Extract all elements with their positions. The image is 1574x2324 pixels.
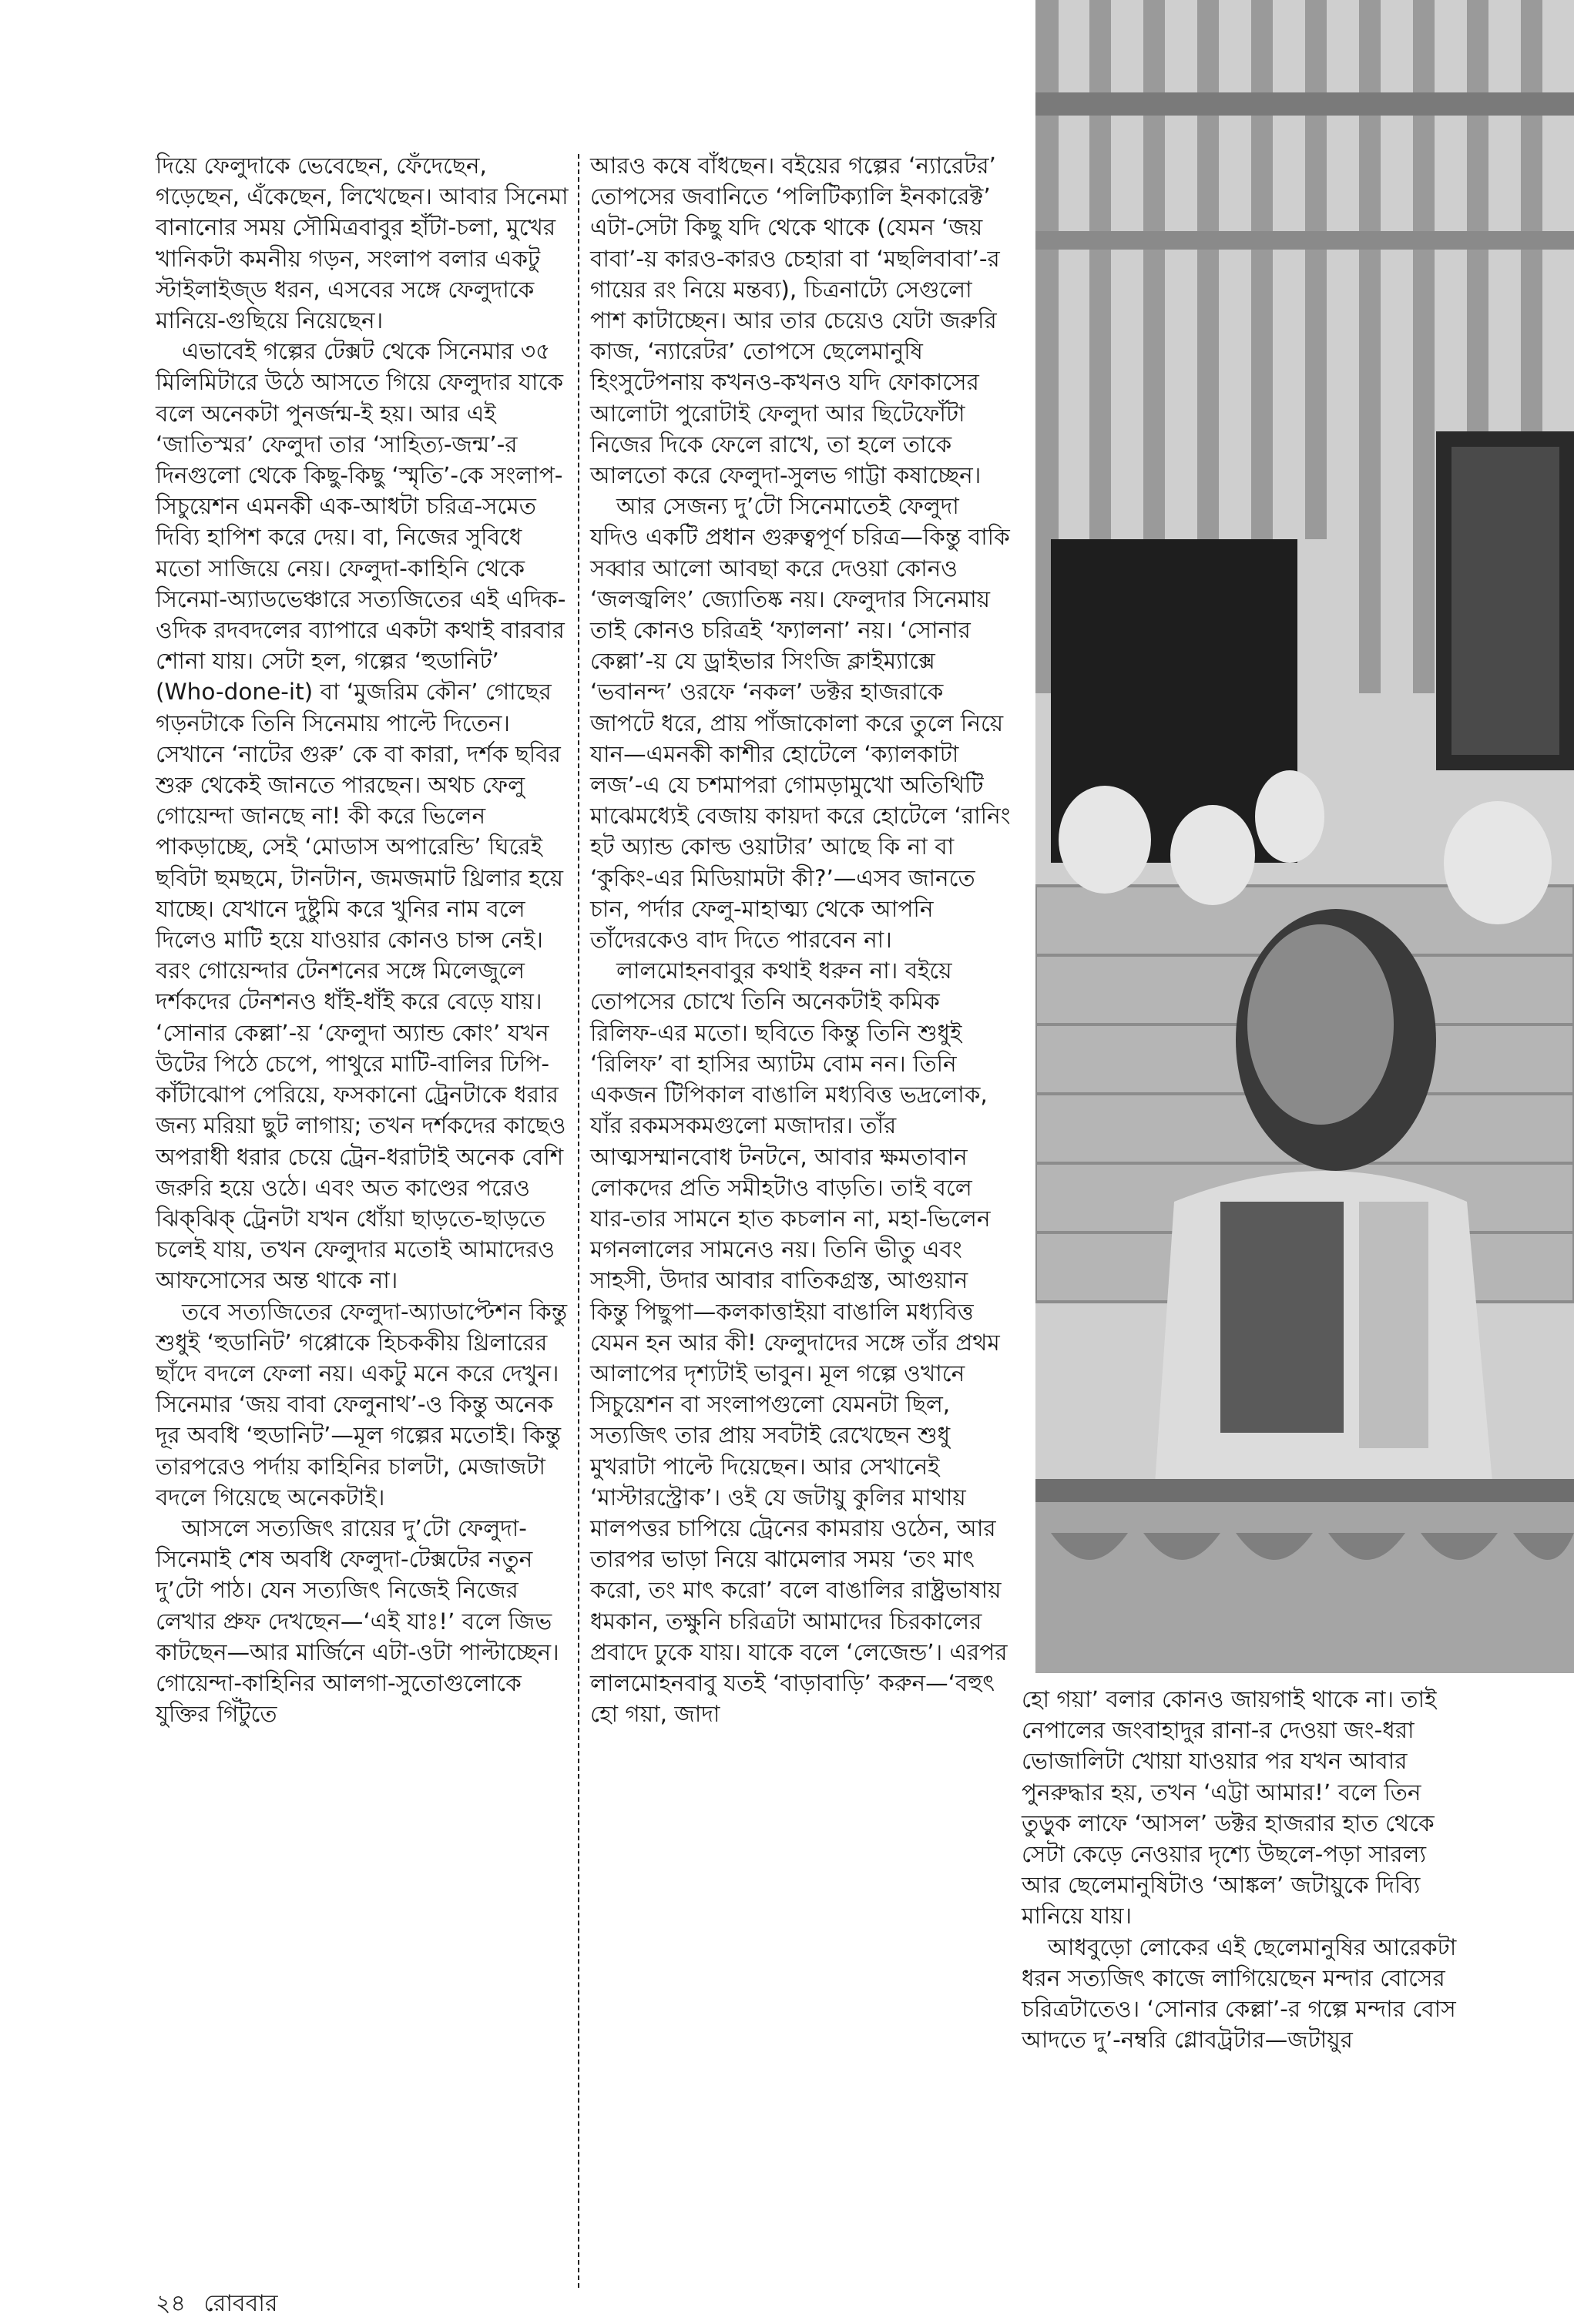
paragraph: হো গয়া’ বলার কোনও জায়গাই থাকে না। তাই নেপালের জংবাহাদুর রানা-র দেওয়া জং-ধরা ভোজালিটা খোয়া যাওয়ার পর যখন আবার পুনরুদ্ধার হয়, তখন ‘এট্টা আমার!’ বলে তিন তুড়ুক লাফে ‘আসল’ ডক্টর হাজরার হাত থেকে সেটা কেড়ে নেওয়ার দৃশ্যে উছলে-পড়া সারল্য আর ছেলেমানুষিটাও ‘আঙ্কল’ জটায়ুকে দিব্যি মানিয়ে যায়। bbox=[1022, 1686, 1437, 1930]
paragraph: দিয়ে ফেলুদাকে ভেবেছেন, ফেঁদেছেন, গড়েছেন, এঁকেছেন, লিখেছেন। আবার সিনেমা বানানোর সময় সৌমিত্রবাবুর হাঁটা-চলা, মুখের খানিকটা কমনীয় গড়ন, সংলাপ বলার একটু স্টাইলাইজ্‌ড ধরন, এসবের সঙ্গে ফেলুদাকে মানিয়ে-গুছিয়ে নিয়েছেন। bbox=[156, 153, 569, 334]
paragraph: আর সেজন্য দু’টো সিনেমাতেই ফেলুদা যদিও একটি প্রধান গুরুত্বপূর্ণ চরিত্র—কিন্তু বাকি সব্বার আলো আবছা করে দেওয়া কোনও ‘জলজ্বলিং’ জ্যোতিষ্ক নয়। ফেলুদার সিনেমায় তাই কোনও চরিত্রই ‘ফ্যালনা’ নয়। ‘সোনার কেল্লা’-য় যে ড্রাইভার সিংজি ক্লাইম্যাক্সে ‘ভবানন্দ’ ওরফে ‘নকল’ ডক্টর হাজরাকে জাপটে ধরে, প্রায় পাঁজাকোলা করে তুলে নিয়ে যান—এমনকী কাশীর হোটেলে ‘ক্যালকাটা লজ’-এ যে চশমাপরা গোমড়ামুখো অতিথিটি মাঝেমধ্যেই বেজায় কায়দা করে হোটেলে ‘রানিং হট অ্যান্ড কোল্ড ওয়াটার’ আছে কি না বা ‘কুকিং-এর মিডিয়ামটা কী?’—এসব জানতে চান, পর্দার ফেলু-মাহাত্ম্য থেকে আপনি তাঁদেরকেও বাদ দিতে পারবেন না। bbox=[590, 493, 1011, 954]
page-footer bbox=[156, 2285, 278, 2324]
article-column-1 bbox=[156, 150, 569, 1729]
paragraph: এভাবেই গল্পের টেক্সট থেকে সিনেমার ৩৫ মিলিমিটারে উঠে আসতে গিয়ে ফেলুদার যাকে বলে অনেকটা পুনর্জন্ম-ই হয়। আর এই ‘জাতিস্মর’ ফেলুদা তার ‘সাহিত্য-জন্ম’-র দিনগুলো থেকে কিছু-কিছু ‘স্মৃতি’-কে সংলাপ-সিচুয়েশন এমনকী এক-আধটা চরিত্র-সমেত দিব্যি হাপিশ করে দেয়। বা, নিজের সুবিধে মতো সাজিয়ে নেয়। ফেলুদা-কাহিনি থেকে সিনেমা-অ্যাডভেঞ্চারে সত্যজিতের এই এদিক-ওদিক রদবদলের ব্যাপারে একটা কথাই বারবার শোনা যায়। সেটা হল, গল্পের ‘হুডানিট’ (Who-done-it) বা ‘মুজরিম কৌন’ গোছের গড়নটাকে তিনি সিনেমায় পাল্টে দিতেন। সেখানে ‘নাটের গুরু’ কে বা কারা, দর্শক ছবির শুরু থেকেই জানতে পারছেন। অথচ ফেলু গোয়েন্দা জানছে না! কী করে ভিলেন পাকড়াচ্ছে, সেই ‘মোডাস অপারেন্ডি’ ঘিরেই ছবিটা ছমছমে, টানটান, জমজমাট থ্রিলার হয়ে যাচ্ছে। যেখানে দুষ্টুমি করে খুনির নাম বলে দিলেও মাটি হয়ে যাওয়ার কোনও চান্স নেই। বরং গোয়েন্দার টেনশনের সঙ্গে মিলেজুলে দর্শকদের টেনশনও ধাঁই-ধাঁই করে বেড়ে যায়। ‘সোনার কেল্লা’-য় ‘ফেলুদা অ্যান্ড কোং’ যখন উটের পিঠে চেপে, পাথুরে মাটি-বালির ঢিপি-কাঁটাঝোপ পেরিয়ে, ফসকানো ট্রেনটাকে ধরার জন্য মরিয়া ছুট লাগায়; তখন দর্শকদের কাছেও অপরাধী ধরার চেয়ে ট্রেন-ধরাটাই অনেক বেশি জরুরি হয়ে ওঠে। এবং অত কাণ্ডের পরেও ঝিক্‌ঝিক্ ট্রেনটা যখন ধোঁয়া ছাড়তে-ছাড়তে চলেই যায়, তখন ফেলুদার মতোই আমাদেরও আফসোসের অন্ত থাকে না। bbox=[156, 338, 566, 1294]
page-number: ২৪ bbox=[156, 2290, 186, 2317]
film-still-photo bbox=[1035, 0, 1574, 1673]
article-column-3 bbox=[1022, 1684, 1468, 2055]
paragraph: লালমোহনবাবুর কথাই ধরুন না। বইয়ে তোপসের চোখে তিনি অনেকটাই কমিক রিলিফ-এর মতো। ছবিতে কিন্তু তিনি শুধুই ‘রিলিফ’ বা হাসির অ্যাটম বোম নন। তিনি একজন টিপিকাল বাঙালি মধ্যবিত্ত ভদ্রলোক, যাঁর রকমসকমগুলো মজাদার। তাঁর আত্মসম্মানবোধ টনটনে, আবার ক্ষমতাবান লোকদের প্রতি সমীহটাও বাড়তি। তাই বলে যার-তার সামনে হাত কচলান না, মহা-ভিলেন মগনলালের সামনেও নয়। তিনি ভীতু এবং সাহসী, উদার আবার বাতিকগ্রস্ত, আগুয়ান কিন্তু পিছুপা—কলকাত্তাইয়া বাঙালি মধ্যবিত্ত যেমন হন আর কী! ফেলুদাদের সঙ্গে তাঁর প্রথম আলাপের দৃশ্যটাই ভাবুন। মূল গল্পে ওখানে সিচুয়েশন বা সংলাপগুলো যেমনটা ছিল, সত্যজিৎ তার প্রায় সবটাই রেখেছেন শুধু মুখরাটা পাল্টে দিয়েছেন। আর সেখানেই ‘মাস্টারস্ট্রোক’। ওই যে জটায়ু কুলির মাথায় মালপত্তর চাপিয়ে ট্রেনের কামরায় ওঠেন, আর তারপর ভাড়া নিয়ে ঝামেলার সময় ‘তং মাৎ করো, তং মাৎ করো’ বলে বাঙালির রাষ্ট্রভাষায় ধমকান, তক্ষুনি চরিত্রটা আমাদের চিরকালের প্রবাদে ঢুকে যায়। যাকে বলে ‘লেজেন্ড’। এরপর লালমোহনবাবু যতই ‘বাড়াবাড়ি’ করুন—‘বহুৎ হো গয়া, জাদা bbox=[590, 957, 1008, 1728]
article-column-2 bbox=[590, 150, 1011, 1729]
paragraph: আরও কষে বাঁধছেন। বইয়ের গল্পের ‘ন্যারেটর’ তোপসের জবানিতে ‘পলিটিক্যালি ইনকারেক্ট’ এটা-সেটা কিছু যদি থেকে থাকে (যেমন ‘জয় বাবা’-য় কারও-কারও চেহারা বা ‘মছলিবাবা’-র গায়ের রং নিয়ে মন্তব্য), চিত্রনাট্যে সেগুলো পাশ কাটাচ্ছেন। আর তার চেয়েও যেটা জরুরি কাজ, ‘ন্যারেটর’ তোপসে ছেলেমানুষি হিংসুটেপনায় কখনও-কখনও যদি ফোকাসের আলোটা পুরোটাই ফেলুদা আর ছিটেফোঁটা নিজের দিকে ফেলে রাখে, তা হলে তাকে আলতো করে ফেলুদা-সুলভ গাট্টা কষাচ্ছেন। bbox=[590, 153, 1000, 489]
magazine-name: রোববার bbox=[203, 2290, 278, 2317]
paragraph: তবে সত্যজিতের ফেলুদা-অ্যাডাপ্টেশন কিন্তু শুধুই ‘হুডানিট’ গপ্পোকে হিচককীয় থ্রিলারের ছাঁদে বদলে ফেলা নয়। একটু মনে করে দেখুন। সিনেমার ‘জয় বাবা ফেলুনাথ’-ও কিন্তু অনেক দূর অবধি ‘হুডানিট’—মূল গল্পের মতোই। কিন্তু তারপরেও পর্দায় কাহিনির চালটা, মেজাজটা বদলে গিয়েছে অনেকটাই। bbox=[156, 1298, 568, 1511]
paragraph: আসলে সত্যজিৎ রায়ের দু’টো ফেলুদা-সিনেমাই শেষ অবধি ফেলুদা-টেক্সটের নতুন দু’টো পাঠ। যেন সত্যজিৎ নিজেই নিজের লেখার প্রুফ দেখছেন—‘এই যাঃ!’ বলে জিভ কাটছেন—আর মার্জিনে এটা-ওটা পাল্টাচ্ছেন। গোয়েন্দা-কাহিনির আলগা-সুতোগুলোকে যুক্তির গিঁটুতে bbox=[156, 1514, 559, 1728]
column-divider bbox=[578, 154, 579, 2288]
paragraph: আধবুড়ো লোকের এই ছেলেমানুষির আরেকটা ধরন সত্যজিৎ কাজে লাগিয়েছেন মন্দার বোসের চরিত্রটাতেও। ‘সোনার কেল্লা’-র গল্পে মন্দার বোস আদতে দু’-নম্বরি গ্লোবট্রটার—জটায়ুর bbox=[1022, 1933, 1457, 2054]
